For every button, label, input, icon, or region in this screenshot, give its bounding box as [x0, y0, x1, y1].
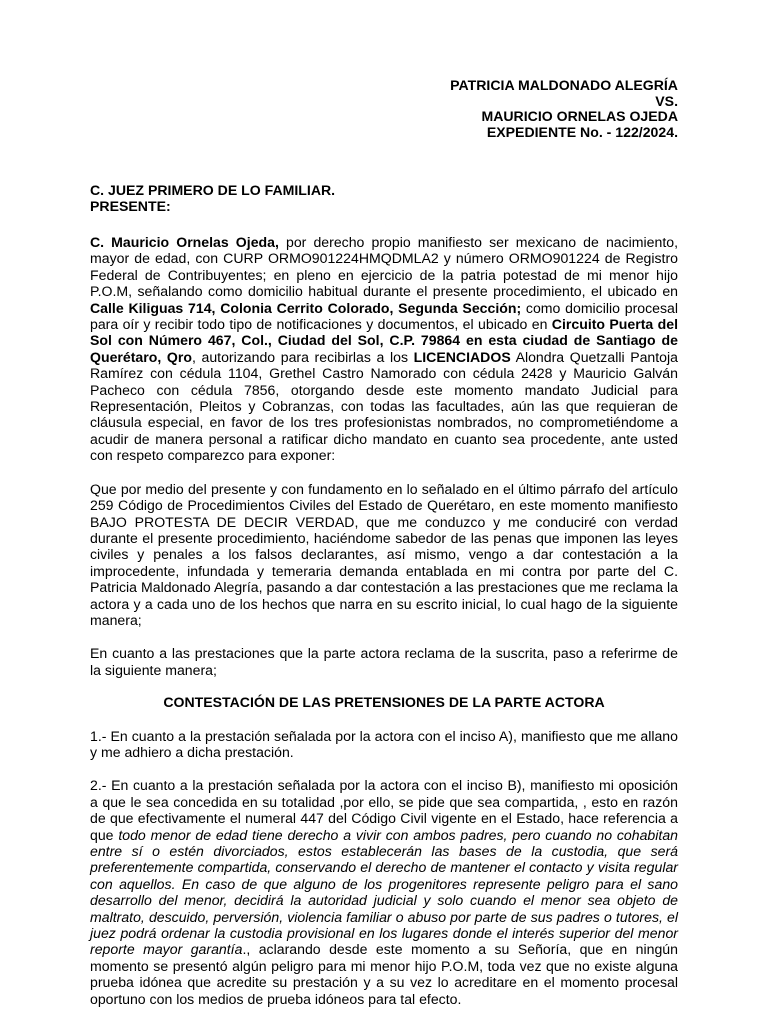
intro-text-2: como domicilio procesal para oír y recibir todo tipo de notificaciones y documentos, el ubicado en — [90, 299, 678, 333]
intro-text-4: Alondra Quetzalli Pantoja Ramírez con cédula 1104, Grethel Castro Namorado con cédula 2428 y Mauricio Galván Pacheco con cédula 7856, otorgando desde este momento mandato Judicial para Representación, Pleitos y Cobranzas, con todas las facultades, aún las que requieran de cláusula especial, en favor de los tres profesionistas nombrados, no comprometiéndome a acudir de manera personal a ratificar dicho mandato en cuanto sea procedente, ante usted con respeto comparezco para exponer: — [90, 348, 678, 464]
protest-paragraph: Que por medio del presente y con fundamento en lo señalado en el último párrafo del artículo 259 Código de Procedimientos Civiles del Estado de Querétaro, en este momento manifiesto BAJO PROTESTA DE DECIR VERDAD, que me conduzco y me conduciré con verdad durante el presente procedimiento, haciéndome sabedor de las penas que imponen las leyes civiles y penales a los falsos declarantes, así mismo, vengo a dar contestación a la improcedente, infundada y temeraria demanda entablada en mi contra por parte del C. Patricia Maldonado Alegría, pasando a dar contestación a las prestaciones que me reclama la actora y a cada uno de los hechos que narra en su escrito inicial, lo cual hago de la siguiente manera; — [90, 480, 678, 628]
home-address: Calle Kiliguas 714, Colonia Cerrito Colorado, Segunda Sección; — [90, 299, 522, 316]
plaintiff-name: PATRICIA MALDONADO ALEGRÍA — [450, 77, 678, 93]
versus-label: VS. — [655, 92, 678, 109]
item-2-text-1: 2.- En cuanto a la prestación señalada por la actora con el inciso B), manifiesto mi oposición a que le sea concedida en su totalidad ,por ello, se pide que sea compartida, , esto en razón de que efectivamente el numeral 447 del Código Civil vigente en el Estado, hace referencia a que — [90, 777, 678, 843]
item-1-paragraph: 1.- En cuanto a la prestación señalada por la actora con el inciso A), manifiesto que me allano y me adhiero a dicha prestación. — [90, 727, 678, 760]
addressee — [90, 183, 678, 214]
item-2-text-2: ., aclarando desde este momento a su Señoría, que en ningún momento se presentó algún peligro para mi menor hijo P.O.M, toda vez que no existe alguna prueba idónea que acredite su prestación y a su vez lo acreditare en el momento procesal oportuno con los medios de prueba idóneos para tal efecto. — [90, 941, 678, 1007]
item-2-paragraph — [90, 777, 678, 1007]
licenciados-label: LICENCIADOS — [413, 348, 511, 365]
section-heading: CONTESTACIÓN DE LAS PRETENSIONES DE LA PARTE ACTORA — [163, 694, 605, 711]
intro-text-3: , autorizando para recibirlas a los — [191, 348, 414, 365]
article-447-quote: todo menor de edad tiene derecho a vivir con ambos padres, pero cuando no cohabitan entre sí o estén divorciados, estos establecerán las bases de la custodia, que será preferentemente compartida, conservando el derecho de mantener el contacto y visita regular con aquellos. En caso de que alguno de los progenitores represente peligro para el sano desarrollo del menor, decidirá la autoridad judicial y solo cuando el menor sea objeto de maltrato, descuido, perversión, violencia familiar o abuso por parte de sus padres o tutores, el juez podrá ordenar la custodia provisional en los lugares donde el interés superior del menor reporte mayor garantía — [90, 826, 678, 958]
claims-intro-paragraph: En cuanto a las prestaciones que la parte actora reclama de la suscrita, paso a referirme de la siguiente manera; — [90, 645, 678, 678]
presente-label: PRESENTE: — [90, 197, 171, 214]
intro-paragraph — [90, 234, 678, 464]
defendant-signature-name: C. Mauricio Ornelas Ojeda, — [90, 234, 279, 250]
case-caption — [90, 78, 678, 140]
legal-address: Circuito Puerta del Sol con Número 467, Col., Ciudad del Sol, C.P. 79864 en esta ciudad de Santiago de Querétaro, Qro — [90, 316, 678, 365]
intro-text-1: por derecho propio manifiesto ser mexicano de nacimiento, mayor de edad, con CURP ORMO901224HMQDMLA2 y número ORMO901224 de Registro Federal de Contribuyentes; en pleno en ejercicio de la patria potestad de mi menor hijo P.O.M, señalando como domicilio habitual durante el presente procedimiento, el ubicado en — [90, 234, 679, 300]
case-number: EXPEDIENTE No. - 122/2024. — [486, 123, 678, 140]
defendant-name: MAURICIO ORNELAS OJEDA — [481, 108, 678, 124]
judge-title: C. JUEZ PRIMERO DE LO FAMILIAR. — [90, 182, 336, 198]
